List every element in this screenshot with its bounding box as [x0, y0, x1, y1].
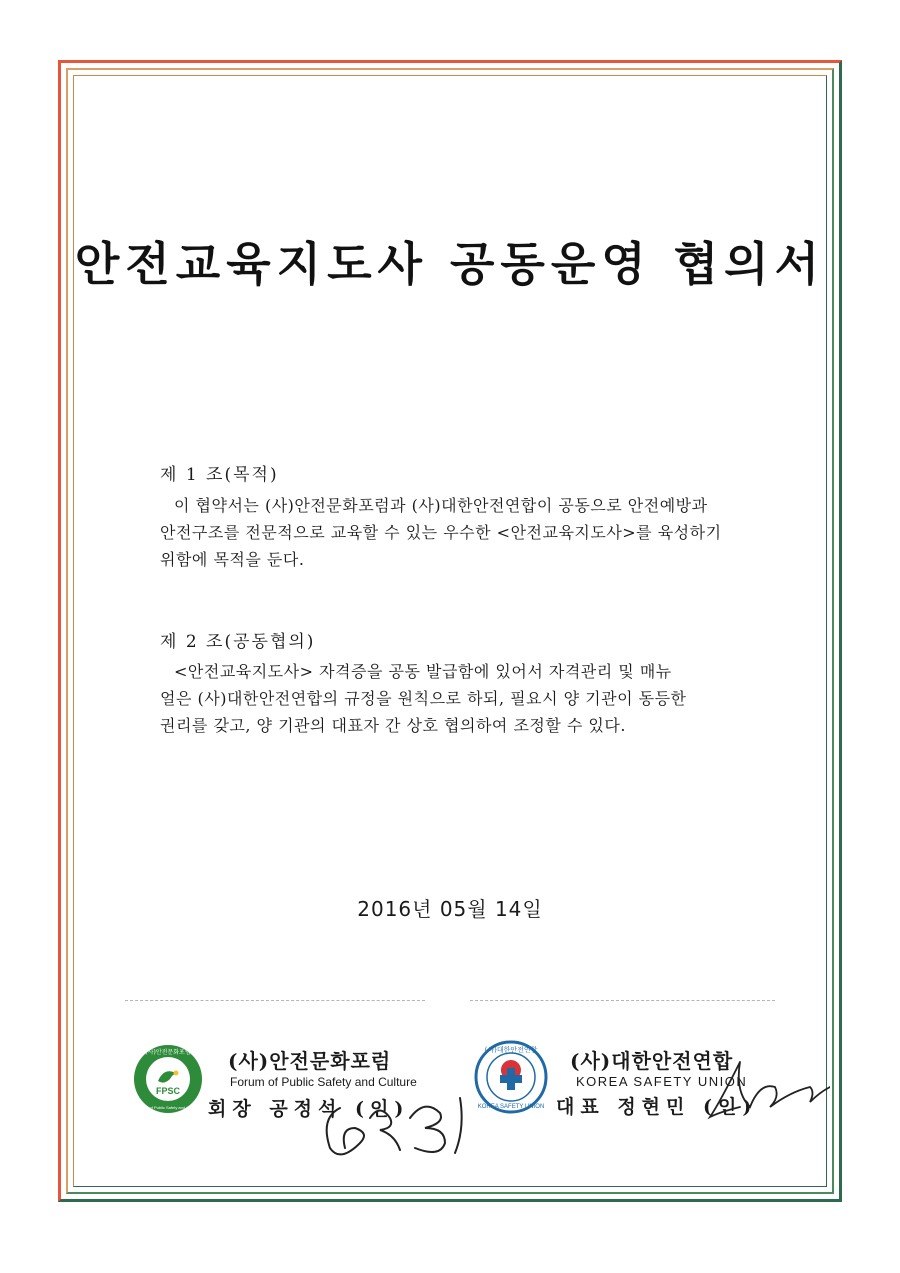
signature-line-left: [125, 1000, 425, 1001]
fpsc-logo-ring-en: Forum of Public Safety and Culture: [136, 1105, 200, 1110]
org-2-name: (사)대한안전연합: [570, 1049, 734, 1073]
fpsc-logo-text: FPSC: [155, 1086, 181, 1096]
article-1-line-1: 이 협약서는 (사)안전문화포럼과 (사)대한안전연합이 공동으로 안전예방과: [174, 496, 708, 515]
org-1-english-name: Forum of Public Safety and Culture: [230, 1075, 417, 1089]
org-1-representative: 회장 공정석 (인): [208, 1098, 410, 1120]
article-2-line-2: 얼은 (사)대한안전연합의 규정을 원칙으로 하되, 필요시 양 기관이 동등한: [160, 689, 687, 708]
org-2-representative: 대표 정현민 (인): [556, 1096, 758, 1118]
article-1-line-2: 안전구조를 전문적으로 교육할 수 있는 우수한 <안전교육지도사>를 육성하기: [160, 523, 722, 542]
ksu-logo-ring-text: (사)대한안전연합: [484, 1046, 538, 1054]
fpsc-logo-ring-text: (사)안전문화포럼: [145, 1049, 191, 1056]
article-2-line-1: <안전교육지도사> 자격증을 공동 발급함에 있어서 자격관리 및 매뉴: [174, 662, 672, 681]
signature-line-right: [470, 1000, 775, 1001]
ksu-logo: [474, 1040, 548, 1114]
document-title: 안전교육지도사 공동운영 협의서: [74, 237, 826, 291]
org-1-name: (사)안전문화포럼: [228, 1049, 392, 1073]
article-2-body: [160, 658, 760, 739]
document-date: 2016년 05월 14일: [357, 897, 543, 921]
article-1-line-3: 위함에 목적을 둔다.: [160, 550, 305, 569]
fpsc-logo: [132, 1043, 204, 1115]
ksu-logo-ring-en: KOREA SAFETY UNION: [477, 1104, 545, 1110]
article-1-body: [160, 492, 760, 573]
article-1-heading: 제 1 조(목적): [160, 465, 279, 485]
article-2-heading: 제 2 조(공동협의): [160, 632, 316, 652]
article-2-line-3: 권리를 갖고, 양 기관의 대표자 간 상호 협의하여 조정할 수 있다.: [160, 716, 626, 735]
org-2-english-name: KOREA SAFETY UNION: [576, 1074, 748, 1089]
